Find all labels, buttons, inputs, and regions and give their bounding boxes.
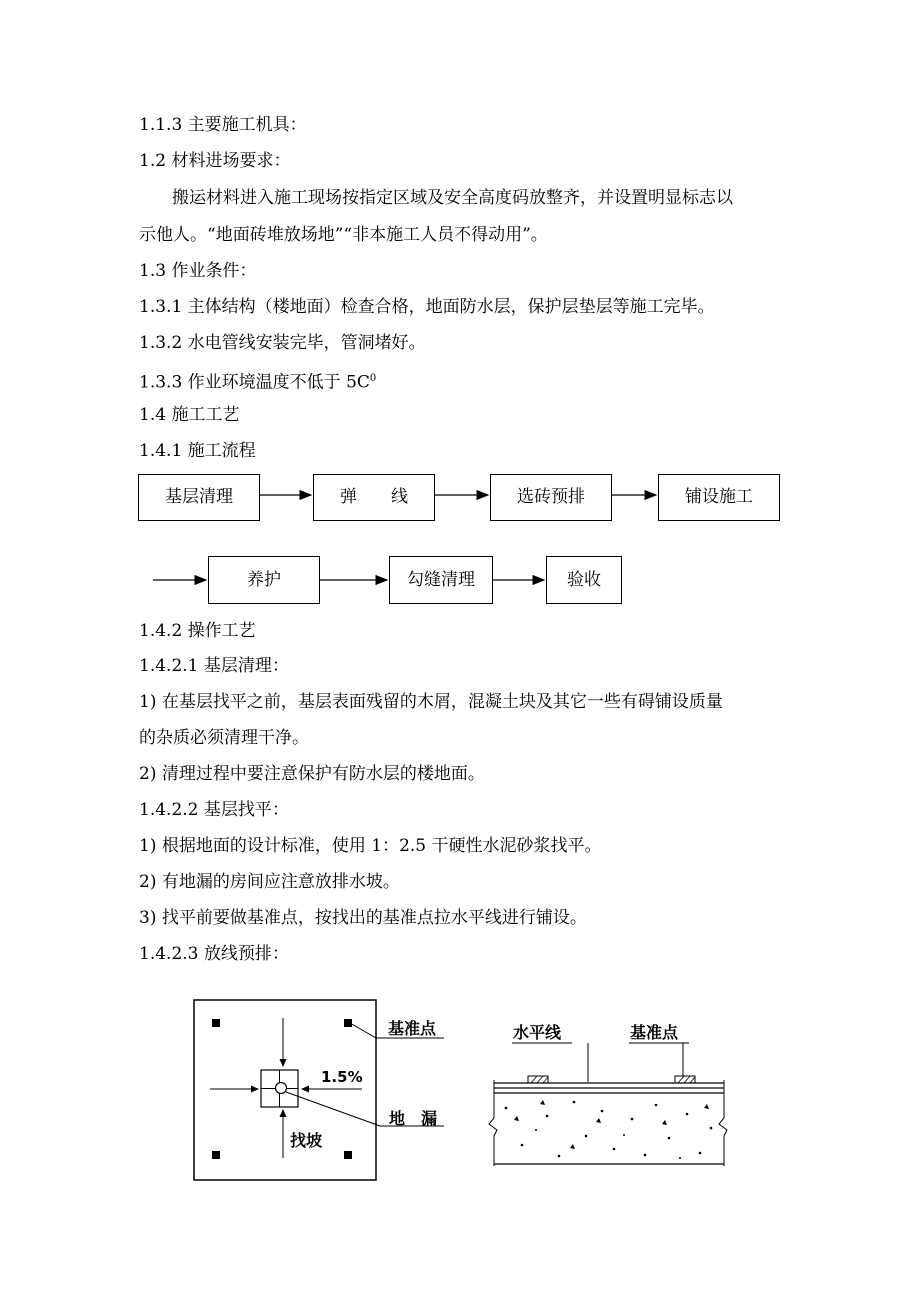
list-item: 2) 清理过程中要注意保护有防水层的楼地面。 xyxy=(139,764,485,784)
slope-percent-label: 1.5% xyxy=(321,1068,363,1086)
item-1-3-1: 1.3.1 主体结构（楼地面）检查合格，地面防水层，保护层垫层等施工完毕。 xyxy=(139,297,715,317)
heading-1-4-2: 1.4.2 操作工艺 xyxy=(139,621,256,641)
flow-step-grout-cleaning: 勾缝清理 xyxy=(389,556,493,604)
temp-superscript: 0 xyxy=(369,373,377,384)
flow-step-laying: 铺设施工 xyxy=(658,474,780,521)
concrete-speckles xyxy=(505,1100,713,1159)
heading-1-4: 1.4 施工工艺 xyxy=(139,405,240,425)
paragraph-line: 示他人。“地面砖堆放场地”“非本施工人员不得动用”。 xyxy=(139,225,548,245)
list-item: 1) 根据地面的设计标准，使用 1：2.5 干硬性水泥砂浆找平。 xyxy=(139,836,602,856)
list-item: 1) 在基层找平之前，基层表面残留的木屑，混凝土块及其它一些有碍铺设质量 xyxy=(139,692,723,712)
item-1-3-2: 1.3.2 水电管线安装完毕，管洞堵好。 xyxy=(139,333,426,353)
floor-plan-diagram xyxy=(190,998,450,1184)
section-diagram xyxy=(484,1018,746,1168)
list-item: 3) 找平前要做基准点，按找出的基准点拉水平线进行铺设。 xyxy=(139,908,587,928)
heading-1-2: 1.2 材料进场要求： xyxy=(139,151,291,171)
floor-drain xyxy=(276,1083,287,1094)
datum-point xyxy=(344,1151,352,1159)
flow-step-acceptance: 验收 xyxy=(546,556,622,604)
flow-step-base-cleaning: 基层清理 xyxy=(138,474,260,521)
heading-1-3: 1.3 作业条件： xyxy=(139,261,257,281)
list-item-cont: 的杂质必须清理干净。 xyxy=(139,728,309,748)
heading-1-4-2-3: 1.4.2.3 放线预排： xyxy=(139,944,289,964)
datum-point xyxy=(212,1019,220,1027)
list-item: 2) 有地漏的房间应注意放排水坡。 xyxy=(139,872,400,892)
find-slope-label: 找坡 xyxy=(290,1131,323,1150)
flow-step-pre-layout: 选砖预排 xyxy=(490,474,612,521)
heading-1-1-3: 1.1.3 主要施工机具： xyxy=(139,115,307,135)
datum-point xyxy=(212,1151,220,1159)
paragraph-line: 搬运材料进入施工现场按指定区域及安全高度码放整齐，并设置明显标志以 xyxy=(172,188,733,208)
datum-point-label: 基准点 xyxy=(388,1019,437,1038)
section-datum-label: 基准点 xyxy=(630,1023,679,1042)
heading-1-4-2-2: 1.4.2.2 基层找平： xyxy=(139,800,289,820)
level-line-label: 水平线 xyxy=(513,1023,562,1042)
floor-drain-label: 地 漏 xyxy=(389,1109,438,1128)
heading-1-4-2-1: 1.4.2.1 基层清理： xyxy=(139,656,289,676)
heading-1-4-1: 1.4.1 施工流程 xyxy=(139,441,256,461)
flow-step-snap-line: 弹 线 xyxy=(313,474,435,521)
flow-step-curing: 养护 xyxy=(208,556,320,604)
temp-text: 1.3.3 作业环境温度不低于 5C xyxy=(139,372,370,393)
